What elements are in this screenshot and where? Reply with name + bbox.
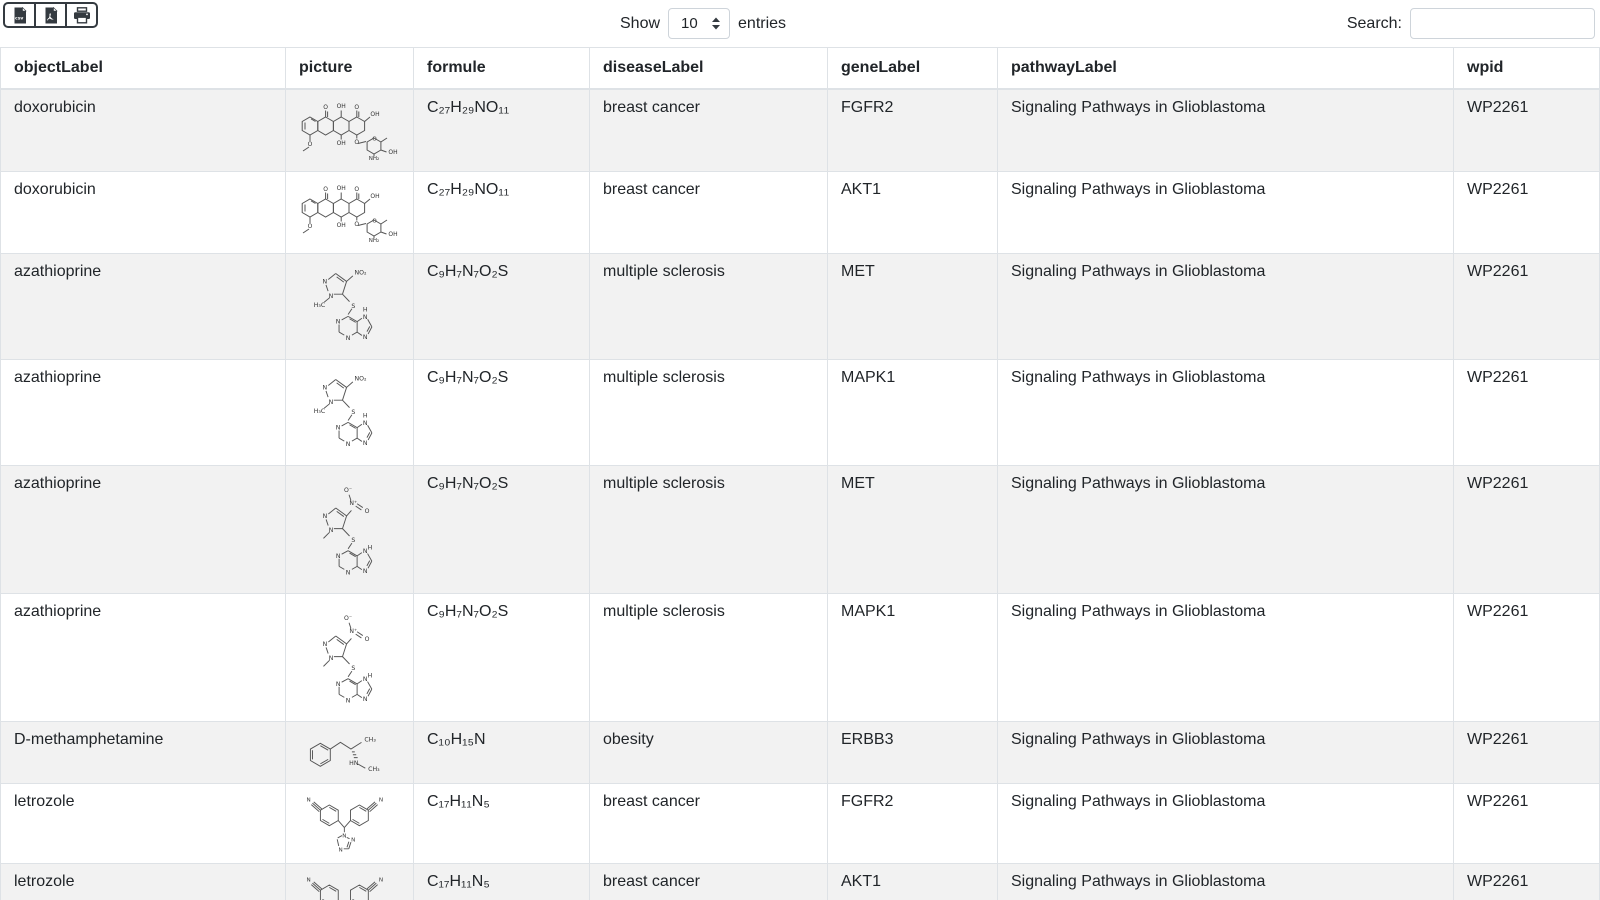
cell-geneLabel: MAPK1 bbox=[828, 360, 998, 466]
cell-wpid: WP2261 bbox=[1454, 172, 1600, 254]
table-row bbox=[1, 722, 1600, 784]
table-header bbox=[1, 48, 1600, 90]
cell-diseaseLabel: multiple sclerosis bbox=[590, 254, 828, 360]
cell-geneLabel: FGFR2 bbox=[828, 784, 998, 864]
results-table bbox=[0, 47, 1600, 900]
cell-formule: C₉H₇N₇O₂S bbox=[414, 360, 590, 466]
table-row bbox=[1, 864, 1600, 900]
cell-geneLabel: MET bbox=[828, 466, 998, 594]
cell-picture bbox=[286, 722, 414, 784]
cell-geneLabel: AKT1 bbox=[828, 172, 998, 254]
cell-objectLabel: doxorubicin bbox=[1, 89, 286, 172]
column-header-pathwayLabel[interactable]: pathwayLabel bbox=[998, 48, 1454, 90]
page-length-value: 10 bbox=[681, 15, 698, 32]
cell-formule: C₂₇H₂₉NO₁₁ bbox=[414, 89, 590, 172]
cell-picture bbox=[286, 360, 414, 466]
select-caret-icon bbox=[711, 17, 721, 30]
search-input[interactable] bbox=[1410, 8, 1595, 39]
methamphetamine-structure-image bbox=[302, 728, 398, 772]
cell-diseaseLabel: breast cancer bbox=[590, 784, 828, 864]
svg-text:csv: csv bbox=[14, 16, 23, 22]
table-toolbar bbox=[0, 0, 1600, 47]
cell-formule: C₁₇H₁₁N₅ bbox=[414, 784, 590, 864]
cell-objectLabel: azathioprine bbox=[1, 594, 286, 722]
cell-diseaseLabel: multiple sclerosis bbox=[590, 360, 828, 466]
entries-label: entries bbox=[738, 14, 787, 32]
column-header-wpid[interactable]: wpid bbox=[1454, 48, 1600, 90]
azathioprine-a-structure-image bbox=[310, 260, 390, 348]
printer-icon bbox=[73, 7, 91, 24]
cell-geneLabel: AKT1 bbox=[828, 864, 998, 900]
cell-geneLabel: FGFR2 bbox=[828, 89, 998, 172]
pdf-file-icon bbox=[43, 7, 59, 24]
cell-objectLabel: letrozole bbox=[1, 784, 286, 864]
header-row bbox=[1, 48, 1600, 90]
cell-diseaseLabel: breast cancer bbox=[590, 172, 828, 254]
cell-geneLabel: MAPK1 bbox=[828, 594, 998, 722]
cell-pathwayLabel: Signaling Pathways in Glioblastoma bbox=[998, 784, 1454, 864]
cell-picture bbox=[286, 466, 414, 594]
cell-pathwayLabel: Signaling Pathways in Glioblastoma bbox=[998, 172, 1454, 254]
table-row bbox=[1, 172, 1600, 254]
cell-picture bbox=[286, 89, 414, 172]
page-length-control bbox=[620, 0, 786, 47]
cell-wpid: WP2261 bbox=[1454, 360, 1600, 466]
table-row bbox=[1, 466, 1600, 594]
table-row bbox=[1, 360, 1600, 466]
cell-pathwayLabel: Signaling Pathways in Glioblastoma bbox=[998, 89, 1454, 172]
cell-pathwayLabel: Signaling Pathways in Glioblastoma bbox=[998, 864, 1454, 900]
cell-diseaseLabel: breast cancer bbox=[590, 89, 828, 172]
cell-wpid: WP2261 bbox=[1454, 864, 1600, 900]
column-header-objectLabel[interactable]: objectLabel bbox=[1, 48, 286, 90]
cell-objectLabel: letrozole bbox=[1, 864, 286, 900]
cell-wpid: WP2261 bbox=[1454, 466, 1600, 594]
cell-pathwayLabel: Signaling Pathways in Glioblastoma bbox=[998, 594, 1454, 722]
column-header-formule[interactable]: formule bbox=[414, 48, 590, 90]
cell-objectLabel: azathioprine bbox=[1, 360, 286, 466]
csv-file-icon bbox=[12, 7, 28, 24]
cell-geneLabel: MET bbox=[828, 254, 998, 360]
show-label: Show bbox=[620, 14, 661, 32]
table-row bbox=[1, 784, 1600, 864]
cell-diseaseLabel: obesity bbox=[590, 722, 828, 784]
table-row bbox=[1, 594, 1600, 722]
column-header-picture[interactable]: picture bbox=[286, 48, 414, 90]
cell-wpid: WP2261 bbox=[1454, 254, 1600, 360]
letrozole-structure-image bbox=[301, 870, 399, 900]
cell-picture bbox=[286, 254, 414, 360]
cell-objectLabel: doxorubicin bbox=[1, 172, 286, 254]
cell-diseaseLabel: multiple sclerosis bbox=[590, 466, 828, 594]
letrozole-structure-image bbox=[301, 790, 399, 852]
pdf-export-button[interactable] bbox=[34, 2, 67, 28]
cell-wpid: WP2261 bbox=[1454, 722, 1600, 784]
cell-diseaseLabel: breast cancer bbox=[590, 864, 828, 900]
cell-formule: C₂₇H₂₉NO₁₁ bbox=[414, 172, 590, 254]
export-button-group bbox=[3, 2, 98, 28]
table-body bbox=[1, 89, 1600, 900]
cell-picture bbox=[286, 864, 414, 900]
cell-pathwayLabel: Signaling Pathways in Glioblastoma bbox=[998, 254, 1454, 360]
cell-formule: C₉H₇N₇O₂S bbox=[414, 254, 590, 360]
cell-picture bbox=[286, 784, 414, 864]
cell-objectLabel: azathioprine bbox=[1, 254, 286, 360]
cell-wpid: WP2261 bbox=[1454, 784, 1600, 864]
cell-diseaseLabel: multiple sclerosis bbox=[590, 594, 828, 722]
table-row bbox=[1, 254, 1600, 360]
column-header-diseaseLabel[interactable]: diseaseLabel bbox=[590, 48, 828, 90]
cell-formule: C₁₇H₁₁N₅ bbox=[414, 864, 590, 900]
azathioprine-b-structure-image bbox=[310, 472, 390, 582]
azathioprine-b-structure-image bbox=[310, 600, 390, 710]
cell-wpid: WP2261 bbox=[1454, 594, 1600, 722]
cell-pathwayLabel: Signaling Pathways in Glioblastoma bbox=[998, 360, 1454, 466]
print-button[interactable] bbox=[65, 2, 98, 28]
column-header-geneLabel[interactable]: geneLabel bbox=[828, 48, 998, 90]
search-control bbox=[1347, 0, 1595, 47]
table-row bbox=[1, 89, 1600, 172]
csv-export-button[interactable] bbox=[3, 2, 36, 28]
cell-picture bbox=[286, 172, 414, 254]
page-length-select[interactable] bbox=[668, 8, 730, 39]
cell-pathwayLabel: Signaling Pathways in Glioblastoma bbox=[998, 466, 1454, 594]
cell-picture bbox=[286, 594, 414, 722]
cell-objectLabel: D-methamphetamine bbox=[1, 722, 286, 784]
search-label: Search: bbox=[1346, 14, 1402, 32]
cell-formule: C₁₀H₁₅N bbox=[414, 722, 590, 784]
cell-geneLabel: ERBB3 bbox=[828, 722, 998, 784]
cell-formule: C₉H₇N₇O₂S bbox=[414, 466, 590, 594]
doxorubicin-structure-image bbox=[298, 178, 402, 242]
cell-formule: C₉H₇N₇O₂S bbox=[414, 594, 590, 722]
cell-objectLabel: azathioprine bbox=[1, 466, 286, 594]
doxorubicin-structure-image bbox=[298, 96, 402, 160]
azathioprine-a-structure-image bbox=[310, 366, 390, 454]
cell-pathwayLabel: Signaling Pathways in Glioblastoma bbox=[998, 722, 1454, 784]
cell-wpid: WP2261 bbox=[1454, 89, 1600, 172]
